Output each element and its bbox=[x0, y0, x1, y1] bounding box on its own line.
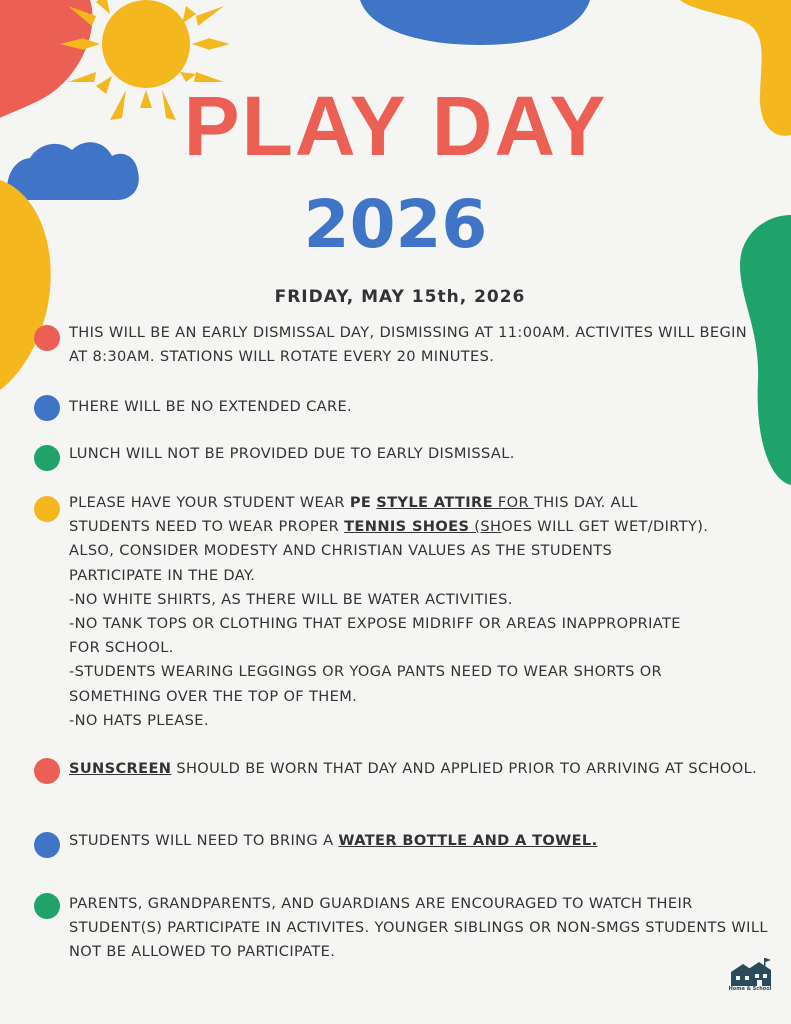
bullet-dot bbox=[34, 832, 60, 858]
list-item bbox=[69, 395, 769, 419]
item-text: THERE WILL BE NO EXTENDED CARE. bbox=[69, 398, 353, 415]
item-text: LUNCH WILL NOT BE PROVIDED DUE TO EARLY DISMISSAL. bbox=[69, 445, 515, 462]
item-line: -NO HATS PLEASE. bbox=[69, 711, 209, 729]
item-text: PLEASE HAVE YOUR STUDENT WEAR bbox=[69, 494, 350, 511]
underlined-text: FOR bbox=[492, 494, 534, 511]
bullet-dot bbox=[34, 325, 60, 351]
item-line: -NO TANK TOPS OR CLOTHING THAT EXPOSE MIDRIFF OR AREAS INAPPROPRIATE FOR SCHOOL. bbox=[69, 615, 681, 657]
event-year: 2026 bbox=[303, 186, 488, 263]
page-title: PLAY DAY bbox=[183, 79, 608, 173]
event-date: FRIDAY, MAY 15th, 2026 bbox=[274, 287, 526, 307]
bullet-dot bbox=[34, 758, 60, 784]
item-line: -NO WHITE SHIRTS, AS THERE WILL BE WATER ACTIVITIES. bbox=[69, 590, 513, 608]
list-item bbox=[69, 757, 769, 781]
list-item bbox=[69, 442, 769, 466]
bold-underlined-text: STYLE ATTIRE bbox=[376, 494, 493, 511]
item-text: THIS WILL BE AN EARLY DISMISSAL DAY, DISMISSING AT 11:00AM. ACTIVITES WILL BEGIN AT 8:30AM. STATIONS WILL ROTATE EVERY 20 MINUTES. bbox=[69, 324, 748, 366]
item-text: SHOULD BE WORN THAT DAY AND APPLIED PRIOR TO ARRIVING AT SCHOOL. bbox=[171, 760, 758, 777]
item-text: STUDENTS WILL NEED TO BRING A bbox=[69, 832, 339, 849]
bullet-dot bbox=[34, 445, 60, 471]
bold-text: PE bbox=[349, 494, 372, 511]
list-item bbox=[69, 321, 769, 369]
bold-underlined-text: SUNSCREEN bbox=[69, 760, 172, 777]
bold-underlined-text: WATER BOTTLE AND A TOWEL. bbox=[338, 832, 598, 849]
item-text: PARENTS, GRANDPARENTS, AND GUARDIANS ARE ENCOURAGED TO WATCH THEIR STUDENT(S) PARTICIPATE IN ACTIVITES. YOUNGER SIBLINGS OR NON-SMGS STUDENTS WILL NOT BE ALLOWED TO PARTICIPATE. bbox=[69, 895, 768, 961]
blue-blob-shape bbox=[360, 0, 590, 45]
underlined-text: (SH bbox=[469, 518, 502, 536]
item-line: -STUDENTS WEARING LEGGINGS OR YOGA PANTS NEED TO WEAR SHORTS OR SOMETHING OVER THE TOP OF THEM. bbox=[69, 663, 663, 705]
bullet-dot bbox=[34, 395, 60, 421]
item-text: OES WILL GET WET/DIRTY). ALSO, CONSIDER MODESTY AND CHRISTIAN VALUES AS THE STUDENTS PARTICIPATE IN THE DAY. bbox=[69, 518, 709, 584]
item-text: THIS DAY. ALL STUDENTS NEED TO WEAR PROPER bbox=[69, 494, 638, 536]
list-item bbox=[69, 829, 769, 853]
list-item bbox=[69, 491, 709, 733]
list-item bbox=[69, 892, 769, 965]
bold-underlined-text: TENNIS SHOES bbox=[344, 518, 470, 536]
bullet-dot bbox=[34, 893, 60, 919]
logo-label: Home & School bbox=[728, 986, 772, 992]
bullet-dot bbox=[34, 496, 60, 522]
